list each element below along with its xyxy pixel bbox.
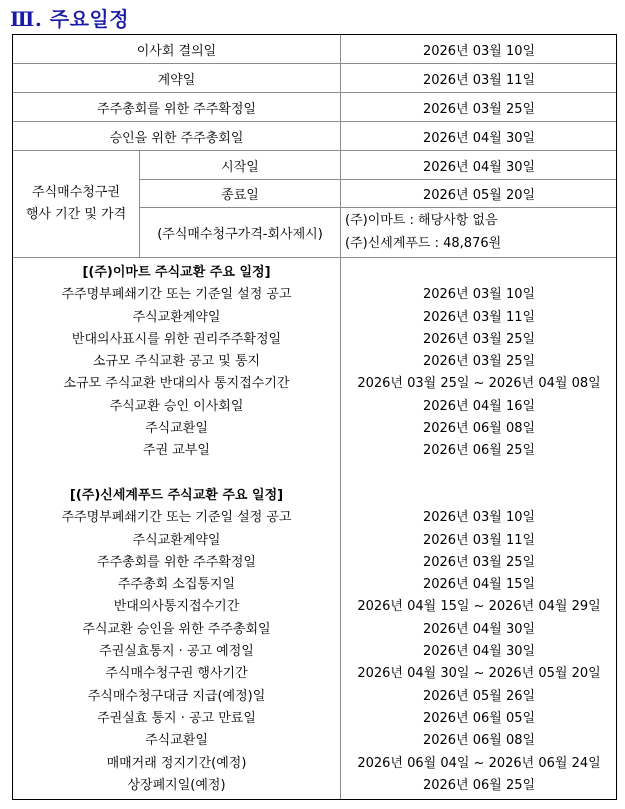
list-item: 주주총회 소집통지일 bbox=[117, 577, 236, 593]
emart-heading: [(주)이마트 주식교환 주요 일정] bbox=[82, 265, 271, 280]
start-label: 시작일 bbox=[221, 159, 259, 175]
list-item: 반대의사표시를 위한 권리주주확정일 bbox=[71, 331, 282, 347]
summary-value: 2026년 03월 25일 bbox=[422, 101, 536, 117]
list-value: 2026년 04월 15일 ~ 2026년 04월 29일 bbox=[357, 599, 601, 615]
list-item: 주권실효 통지 · 공고 만료일 bbox=[97, 710, 256, 726]
summary-value: 2026년 03월 10일 bbox=[422, 43, 536, 59]
summary-label: 승인을 위한 주주총회일 bbox=[109, 130, 244, 146]
list-item: 주식교환 승인 이사회일 bbox=[109, 398, 244, 414]
list-item: 주식교환계약일 bbox=[132, 532, 221, 548]
list-value: 2026년 04월 15일 bbox=[422, 577, 536, 593]
list-item: 소규모 주식교환 공고 및 통지 bbox=[92, 354, 261, 370]
appraisal-group-label bbox=[13, 151, 139, 257]
list-value: 2026년 03월 25일 ~ 2026년 04월 08일 bbox=[357, 376, 601, 392]
list-value: 2026년 03월 11일 bbox=[422, 532, 536, 548]
price-emart: (주)이마트 : 해당사항 없음 bbox=[345, 213, 498, 229]
price-value bbox=[341, 208, 617, 257]
list-value: 2026년 05월 26일 bbox=[422, 688, 536, 704]
list-value: 2026년 06월 08일 bbox=[422, 733, 536, 749]
end-label: 종료일 bbox=[221, 188, 259, 203]
summary-label: 주주총회를 위한 주주확정일 bbox=[97, 101, 256, 117]
list-value: 2026년 06월 04일 ~ 2026년 06월 24일 bbox=[357, 755, 601, 771]
list-item: 소규모 주식교환 반대의사 통지접수기간 bbox=[63, 376, 290, 392]
list-value: 2026년 04월 30일 bbox=[422, 621, 536, 637]
list-item: 상장폐지일(예정) bbox=[127, 777, 226, 793]
list-value: 2026년 04월 30일 bbox=[422, 644, 536, 660]
list-value: 2026년 03월 10일 bbox=[422, 287, 536, 303]
list-item: 주권실효통지 · 공고 예정일 bbox=[99, 644, 254, 660]
list-value: 2026년 03월 25일 bbox=[422, 331, 536, 347]
list-value: 2026년 03월 25일 bbox=[422, 554, 536, 570]
list-item: 주주명부폐쇄기간 또는 기준일 설정 공고 bbox=[61, 287, 292, 303]
schedule-values bbox=[341, 262, 617, 797]
list-item: 주식매수청구대금 지급(예정)일 bbox=[87, 688, 266, 704]
list-value: 2026년 03월 10일 bbox=[422, 510, 536, 526]
list-item: 주권 교부일 bbox=[143, 443, 210, 459]
list-item: 반대의사통지접수기간 bbox=[113, 599, 240, 615]
list-item: 주식매수청구권 행사기간 bbox=[105, 666, 248, 682]
list-value: 2026년 06월 25일 bbox=[422, 777, 536, 793]
schedule-labels bbox=[13, 262, 340, 797]
start-value: 2026년 04월 30일 bbox=[422, 159, 536, 175]
list-item: 매매거래 정지기간(예정) bbox=[106, 755, 247, 771]
price-label: (주식매수청구가격-회사제시) bbox=[157, 227, 323, 242]
summary-value: 2026년 04월 30일 bbox=[422, 130, 536, 146]
list-value: 2026년 06월 25일 bbox=[422, 443, 536, 459]
list-value: 2026년 04월 30일 ~ 2026년 05월 20일 bbox=[357, 666, 601, 682]
section-title: Ⅲ. 주요일정 bbox=[10, 7, 130, 31]
price-food: (주)신세계푸드 : 48,876원 bbox=[345, 235, 502, 251]
list-item: 주식교환 승인을 위한 주주총회일 bbox=[82, 621, 271, 637]
list-item: 주주총회를 위한 주주확정일 bbox=[97, 554, 256, 570]
summary-label: 이사회 결의일 bbox=[136, 43, 217, 59]
list-value: 2026년 06월 08일 bbox=[422, 421, 536, 437]
list-value: 2026년 06월 05일 bbox=[422, 710, 536, 726]
food-heading: [(주)신세계푸드 주식교환 주요 일정] bbox=[69, 487, 284, 503]
appraisal-group-label-line2: 행사 기간 및 가격 bbox=[25, 207, 127, 222]
list-value: 2026년 03월 25일 bbox=[422, 354, 536, 370]
list-item: 주식교환일 bbox=[145, 421, 208, 437]
end-value: 2026년 05월 20일 bbox=[422, 188, 536, 203]
schedule-table bbox=[12, 34, 617, 800]
appraisal-group-label-line1: 주식매수청구권 bbox=[32, 184, 120, 200]
list-item: 주주명부폐쇄기간 또는 기준일 설정 공고 bbox=[61, 510, 292, 526]
summary-value: 2026년 03월 11일 bbox=[422, 72, 536, 88]
summary-label: 계약일 bbox=[157, 72, 196, 88]
row-divider bbox=[13, 257, 616, 258]
list-item: 주식교환일 bbox=[145, 733, 208, 749]
list-value: 2026년 03월 11일 bbox=[422, 309, 536, 325]
list-value: 2026년 04월 16일 bbox=[422, 398, 536, 414]
list-item: 주식교환계약일 bbox=[132, 309, 221, 325]
